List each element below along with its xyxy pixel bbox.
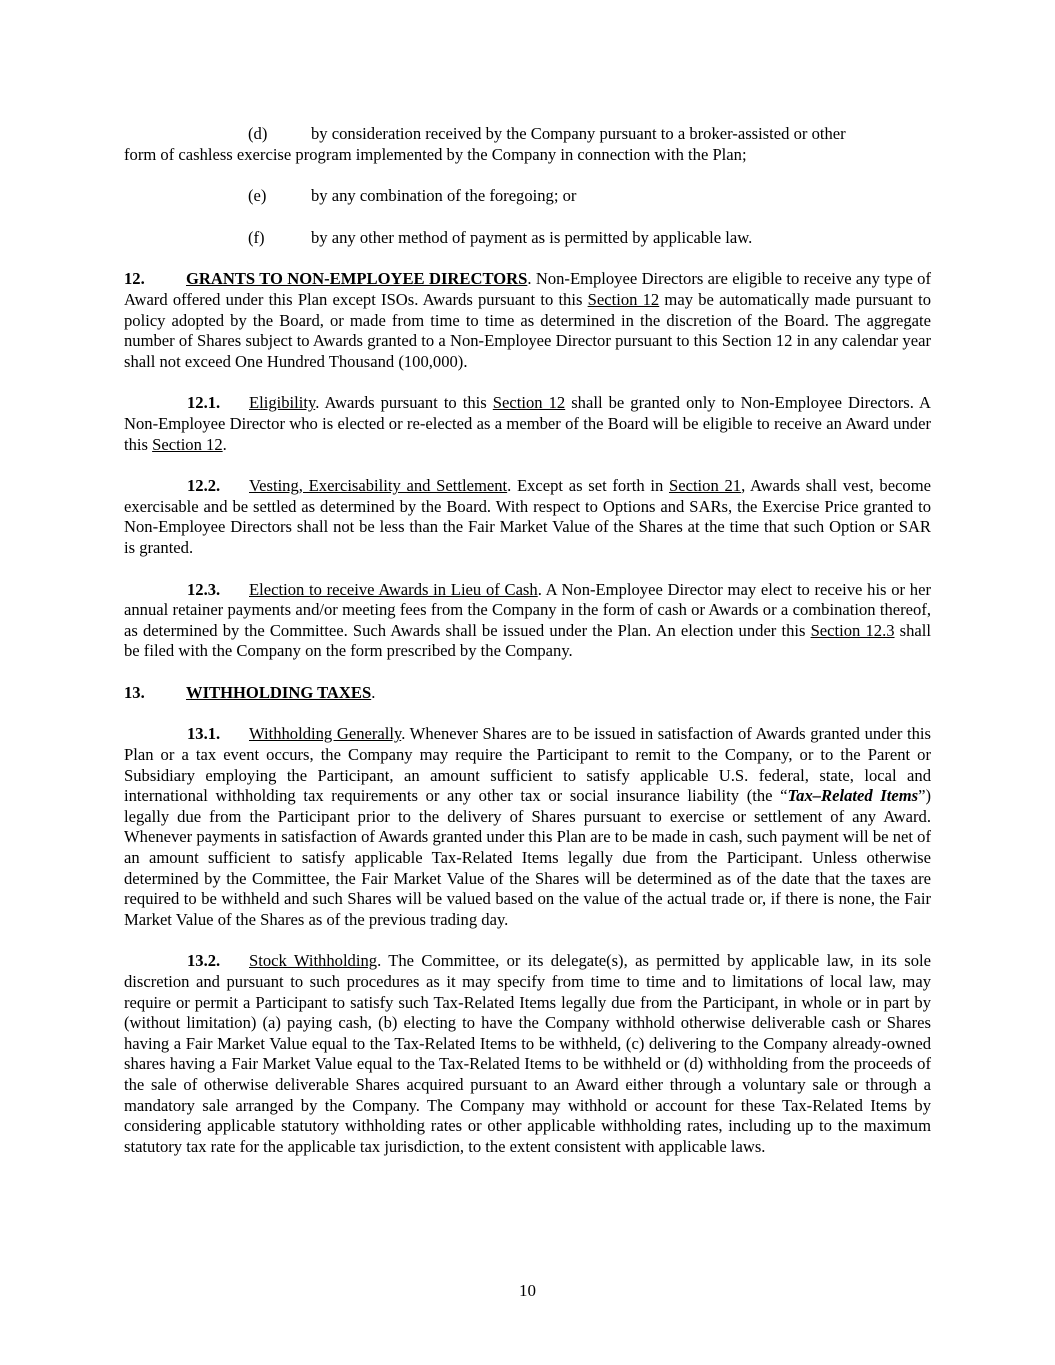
payment-method-f (248, 228, 931, 249)
section-reference: Section 12 (152, 434, 223, 454)
section-13-2 (124, 951, 931, 1157)
subsection-text: shall be filed with the Company on the form prescribed by the Company. (124, 620, 931, 661)
item-label: (f) (248, 227, 265, 247)
item-text: by any combination of the foregoing; or (311, 186, 577, 206)
section-12-3 (124, 580, 931, 662)
item-label: (d) (248, 124, 268, 143)
section-13 (124, 683, 931, 704)
subsection-text: . (222, 434, 227, 454)
subsection-heading: Vesting, Exercisability and Settlement (249, 476, 508, 496)
item-text-continued: form of cashless exercise program implemented by the Company in connection with the Plan; (124, 144, 747, 164)
defined-term: Tax–Related Items (787, 786, 919, 806)
section-reference: Section 21 (668, 476, 742, 496)
subsection-heading: Election to receive Awards in Lieu of Cash (249, 579, 538, 599)
section-text: . Non-Employee Directors are eligible to receive any type of Award offered under this Plan except ISOs. Awards pursuant to this (124, 269, 931, 309)
subsection-text: , Awards shall vest, become exercisable and be settled as determined by the Board. With respect to Options and SARs, the Exercise Price granted to Non-Employee Directors shall not be less than the Fair Market Value of the Shares at the time that such Option or SAR is granted. (124, 476, 932, 557)
section-12 (124, 269, 931, 372)
item-label: (e) (248, 186, 267, 206)
subsection-number: 12.2. (187, 476, 221, 496)
document-page (124, 124, 931, 1178)
section-text: may be automatically made pursuant to policy adopted by the Board, or made from time to time as determined in the discretion of the Board. The aggregate number of Shares subject to Awards granted to a Non-Employee Director pursuant to this Section 12 in any calendar year shall not exceed One Hundred Thousand (100,000). (124, 289, 932, 371)
section-reference: Section 12.3 (810, 620, 895, 640)
subsection-heading: Eligibility (249, 393, 316, 413)
subsection-heading: Stock Withholding (249, 951, 378, 971)
item-text: by any other method of payment as is permitted by applicable law. (311, 227, 753, 247)
section-title: GRANTS TO NON-EMPLOYEE DIRECTORS (186, 269, 528, 289)
section-12-2 (124, 476, 931, 558)
section-13-1 (124, 724, 931, 930)
subsection-number: 13.1. (187, 724, 221, 744)
item-text: by consideration received by the Company pursuant to a broker-assisted or other (311, 124, 846, 143)
subsection-text: ”) legally due from the Participant prior to the delivery of Shares pursuant to exercise or settlement of any Award. Whenever payments in satisfaction of Awards granted under this Plan are to be made in cash, such payment will be net of an amount sufficient to satisfy applicable Tax-Related Items legally due from the Participant. Unless otherwise determined by the Committee, the Fair Market Value of the Shares will be determined as of the date that the taxes are required to be withheld and such Shares will be valued based on the value of the actual trade or, if there is none, the Fair Market Value of the Shares as of the previous trading day. (124, 786, 932, 929)
section-reference: Section 12 (587, 289, 660, 309)
subsection-text: . The Committee, or its delegate(s), as permitted by applicable law, in its sole discretion and pursuant to such procedures as it may specify from time to time and to limitations of local law, may require or permit a Participant to satisfy such Tax-Related Items legally due from the Participant, in whole or in part by (without limitation) (a) paying cash, (b) electing to have the Company withhold otherwise deliverable cash or Shares having a Fair Market Value equal to the Tax-Related Items to be withheld, (c) delivering to the Company already-owned shares having a Fair Market Value equal to the Tax-Related Items to be withheld or (d) withholding from the proceeds of the sale of otherwise deliverable Shares acquired pursuant to an Award either through a voluntary sale or through a mandatory sale arranged by the Company. The Company may withhold or account for these Tax-Related Items by considering applicable statutory withholding rates or other applicable withholding rates, including up to the maximum statutory tax rate for the applicable tax jurisdiction, to the extent consistent with applicable laws. (124, 951, 931, 1156)
subsection-text: . A Non-Employee Director may elect to receive his or her annual retainer payments and/or meeting fees from the Company in the form of cash or Awards or a combination thereof, as determined by the Committee. Such Awards shall be issued under the Plan. An election under this (124, 579, 931, 640)
subsection-text: . Except as set forth in (507, 476, 669, 496)
section-text: . (371, 682, 376, 702)
subsection-heading: Withholding Generally (249, 724, 402, 744)
section-reference: Section 12 (492, 393, 566, 413)
payment-method-d (124, 124, 931, 165)
section-number: 13. (124, 682, 145, 702)
subsection-number: 12.1. (187, 393, 221, 413)
payment-method-e (248, 186, 931, 207)
section-number: 12. (124, 269, 145, 289)
subsection-number: 13.2. (187, 951, 221, 971)
page-number: 10 (519, 1281, 536, 1300)
subsection-text: shall be granted only to Non-Employee Directors. A Non-Employee Director who is elected or re-elected as a member of the Board will be eligible to receive an Award under this (124, 393, 931, 454)
section-title: WITHHOLDING TAXES (186, 682, 372, 702)
subsection-text: . Whenever Shares are to be issued in satisfaction of Awards granted under this Plan or a tax event occurs, the Company may require the Participant to remit to the Company, or to the Parent or Subsidiary employing the Participant, an amount sufficient to satisfy applicable U.S. federal, state, local and international withholding tax requirements or any other tax or social insurance liability (the “ (124, 724, 931, 806)
section-12-1 (124, 393, 931, 455)
subsection-number: 12.3. (187, 579, 221, 599)
subsection-text: . Awards pursuant to this (315, 393, 493, 413)
